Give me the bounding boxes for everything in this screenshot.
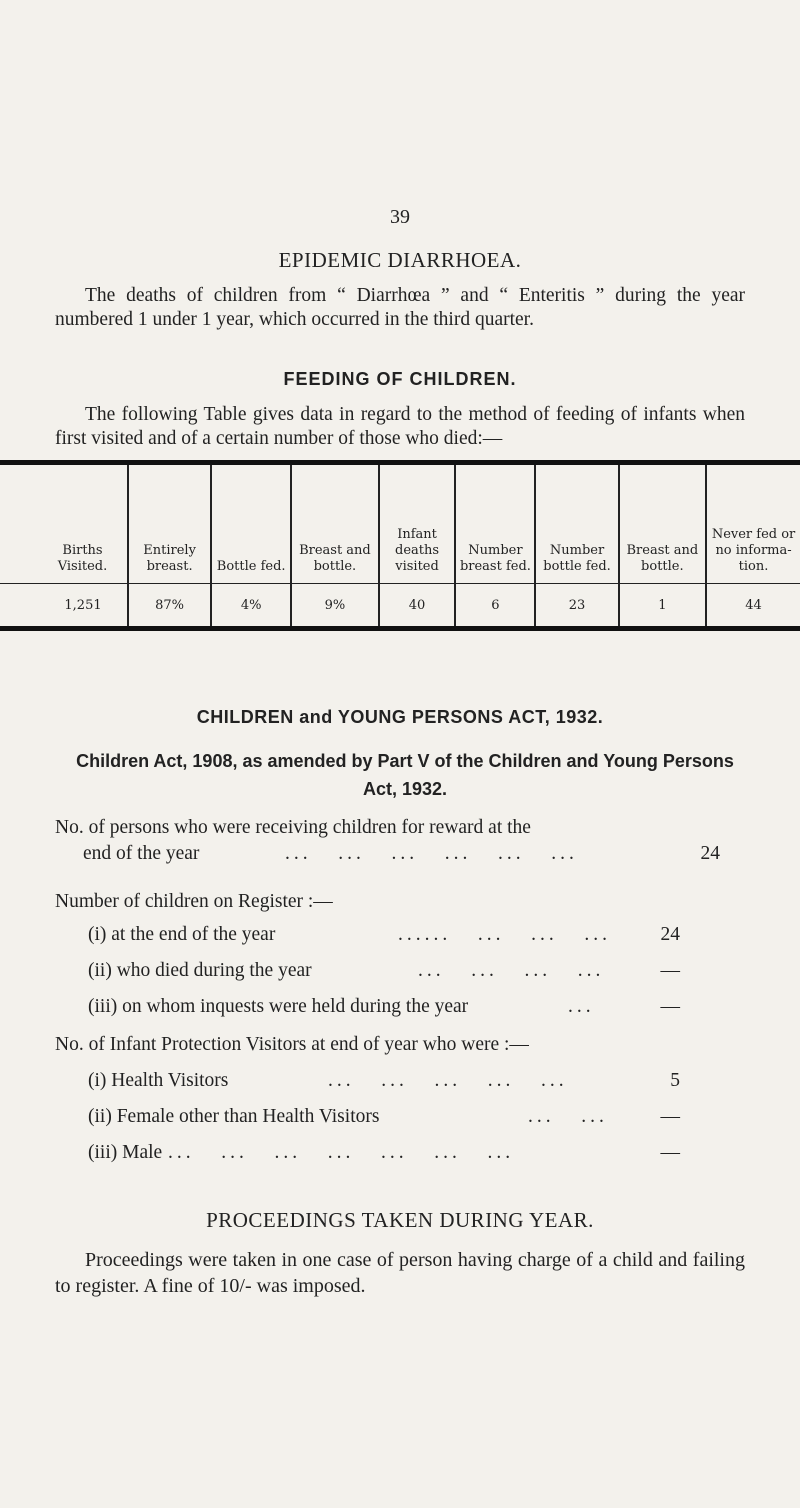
- col-infant-deaths-visited: Infant deaths visited: [379, 463, 456, 584]
- register-item-label: (iii) on whom inquests were held during the year: [88, 996, 469, 1017]
- feeding-title: FEEDING OF CHILDREN.: [283, 369, 517, 389]
- persons-value: 24: [700, 843, 720, 864]
- register-item-dots: ... ... ... ...: [418, 960, 605, 981]
- register-item-dots: ...... ... ... ...: [398, 924, 611, 945]
- proceedings-title: PROCEEDINGS TAKEN DURING YEAR.: [206, 1208, 594, 1232]
- cell-infant-deaths-visited: 40: [379, 584, 456, 629]
- feeding-table-wrapper: [0, 460, 800, 631]
- feeding-text: The following Table gives data in regard to the method of feeding of infants when first visited and of a certain number of those who died:—: [55, 404, 745, 449]
- epidemic-text: The deaths of children from “ Diarrhœa ” and “ Enteritis ” during the year numbered 1 under 1 year, which occurred in the third quarter.: [55, 285, 745, 330]
- page-number: 39: [390, 206, 410, 228]
- register-heading: Number of children on Register :—: [55, 891, 333, 912]
- epidemic-title: EPIDEMIC DIARRHOEA.: [278, 248, 522, 272]
- act-subtitle: Children Act, 1908, as amended by Part V of the Children and Young Persons Act, 1932.: [76, 751, 734, 799]
- cell-never-fed: 44: [745, 597, 762, 613]
- visitor-item-value: 5: [670, 1070, 680, 1091]
- cell-number-breast-fed: 6: [455, 584, 535, 629]
- visitor-item-dots: ... ...: [528, 1106, 608, 1127]
- col-number-bottle-fed: Number bottle fed.: [535, 463, 618, 584]
- register-item-dots: ...: [568, 996, 595, 1017]
- cell-entirely-breast: 87%: [128, 584, 211, 629]
- persons-label-line1: No. of persons who were receiving children for reward at the: [55, 817, 531, 838]
- register-item-label: (i) at the end of the year: [88, 924, 276, 945]
- visitor-item-label: (iii) Male: [88, 1142, 163, 1163]
- col-deaths-breast-and-bottle: Breast and bottle.: [619, 463, 706, 584]
- table-header-row: [0, 463, 800, 584]
- register-item-value: —: [660, 960, 680, 981]
- act-title: CHILDREN and YOUNG PERSONS ACT, 1932.: [196, 707, 604, 727]
- col-entirely-breast: Entirely breast.: [128, 463, 211, 584]
- cell-number-bottle-fed: 23: [535, 584, 618, 629]
- proceedings-text: Proceedings were taken in one case of person having charge of a child and failing to register. A fine of 10/- was imposed.: [55, 1249, 745, 1297]
- cell-deaths-breast-and-bottle: 1: [619, 584, 706, 629]
- col-births-visited: Births Visited.: [0, 463, 128, 584]
- visitors-heading: No. of Infant Protection Visitors at end of year who were :—: [55, 1034, 529, 1055]
- visitor-item-dots: ... ... ... ... ... ... ...: [168, 1142, 515, 1163]
- col-breast-and-bottle: Breast and bottle.: [291, 463, 378, 584]
- visitor-item-label: (ii) Female other than Health Visitors: [88, 1106, 380, 1127]
- register-item-label: (ii) who died during the year: [88, 960, 312, 981]
- feeding-table: [0, 460, 800, 631]
- col-bottle-fed: Bottle fed.: [211, 463, 291, 584]
- visitor-item-value: —: [660, 1106, 680, 1127]
- col-never-fed: Never fed or no informa- tion.: [711, 527, 796, 574]
- visitor-item-value: —: [660, 1142, 680, 1163]
- table-row: [0, 584, 800, 629]
- visitor-item-dots: ... ... ... ... ...: [328, 1070, 568, 1091]
- cell-births-visited: 1,251: [0, 584, 128, 629]
- persons-dots: ... ... ... ... ... ...: [285, 843, 578, 864]
- register-item-value: —: [660, 996, 680, 1017]
- register-item-value: 24: [660, 924, 680, 945]
- col-number-breast-fed: Number breast fed.: [455, 463, 535, 584]
- persons-label-line2: end of the year: [83, 843, 200, 864]
- cell-bottle-fed: 4%: [211, 584, 291, 629]
- visitor-item-label: (i) Health Visitors: [88, 1070, 229, 1091]
- cell-breast-and-bottle: 9%: [291, 584, 378, 629]
